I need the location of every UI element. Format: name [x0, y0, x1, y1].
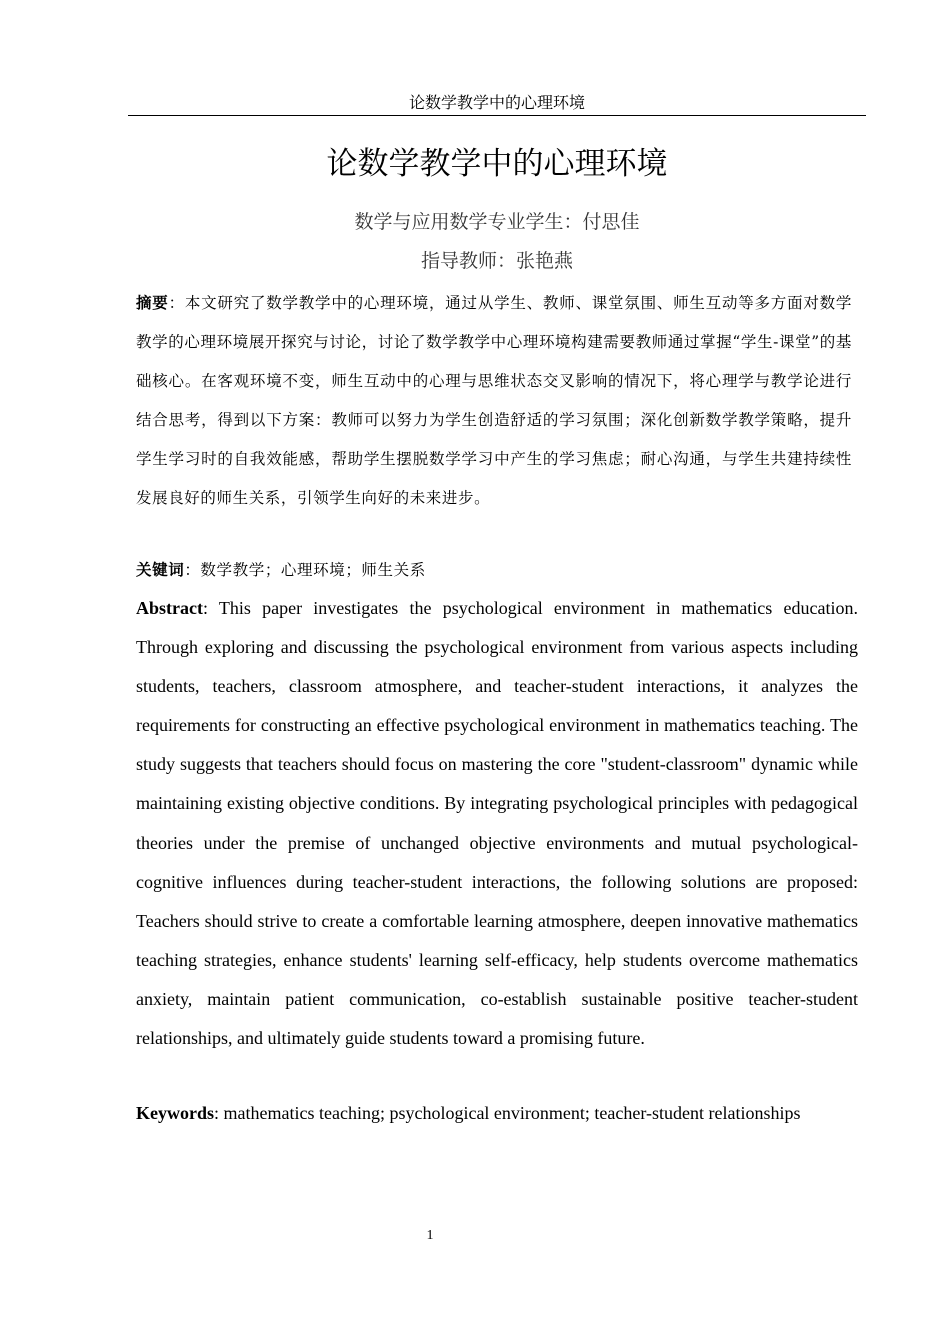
chinese-keywords-label: 关键词: [136, 560, 185, 579]
english-keywords-text: mathematics teaching; psychological environment; teacher-student relationships: [223, 1103, 801, 1123]
chinese-abstract-label: 摘要: [136, 293, 169, 312]
advisor-line: 指导教师：张艳燕: [420, 250, 573, 272]
english-abstract-text: This paper investigates the psychological environment in mathematics education. Through exploring and discussing the psychological environment from various aspects including students, teachers, classroom atmosphere, and teacher-student interactions, it analyzes the requirements for constructing an effective psychological environment in mathematics teaching. The study suggests that teachers should focus on mastering the core "student-classroom" dynamic while maintaining existing objective conditions. By integrating psychological principles with pedagogical theories under the premise of unchanged objective environments and mutual psychological-cognitive influences during teacher-student interactions, the following solutions are proposed: Teachers should strive to create a comfortable learning atmosphere, deepen innovative mathematics teaching strategies, enhance students' learning self-efficacy, help students overcome mathematics anxiety, maintain patient communication, co-establish sustainable positive teacher-student relationships, and ultimately guide students toward a promising future.: [136, 598, 858, 1049]
running-header: 论数学教学中的心理环境: [408, 93, 585, 112]
page-number: 1: [426, 1228, 434, 1243]
chinese-keywords: [136, 553, 852, 587]
english-keywords-separator: :: [214, 1103, 224, 1123]
english-abstract: [136, 589, 858, 1058]
chinese-keywords-text: 数学教学；心理环境；师生关系: [200, 561, 426, 579]
chinese-abstract-text: 本文研究了数学教学中的心理环境，通过从学生、教师、课堂氛围、师生互动等多方面对数学教学的心理环境展开探究与讨论，讨论了数学教学中心理环境构建需要教师通过掌握“学生-课堂”的基础核心。在客观环境不变，师生互动中的心理与思维状态交叉影响的情况下，将心理学与教学论进行结合思考，得到以下方案：教师可以努力为学生创造舒适的学习氛围；深化创新数学教学策略，提升学生学习时的自我效能感，帮助学生摆脱数学学习中产生的学习焦虑；耐心沟通，与学生共建持续性发展良好的师生关系，引领学生向好的未来进步。: [136, 294, 852, 507]
english-keywords: [136, 1096, 858, 1130]
paper-title: 论数学教学中的心理环境: [326, 146, 668, 182]
author-line: 数学与应用数学专业学生：付思佳: [354, 211, 640, 233]
english-abstract-separator: :: [202, 598, 219, 618]
english-abstract-label: Abstract: [136, 598, 203, 618]
chinese-abstract: [136, 283, 852, 518]
header-divider: [128, 115, 866, 116]
chinese-keywords-separator: ：: [184, 561, 201, 579]
english-keywords-label: Keywords: [136, 1103, 214, 1123]
chinese-abstract-separator: ：: [168, 294, 185, 312]
